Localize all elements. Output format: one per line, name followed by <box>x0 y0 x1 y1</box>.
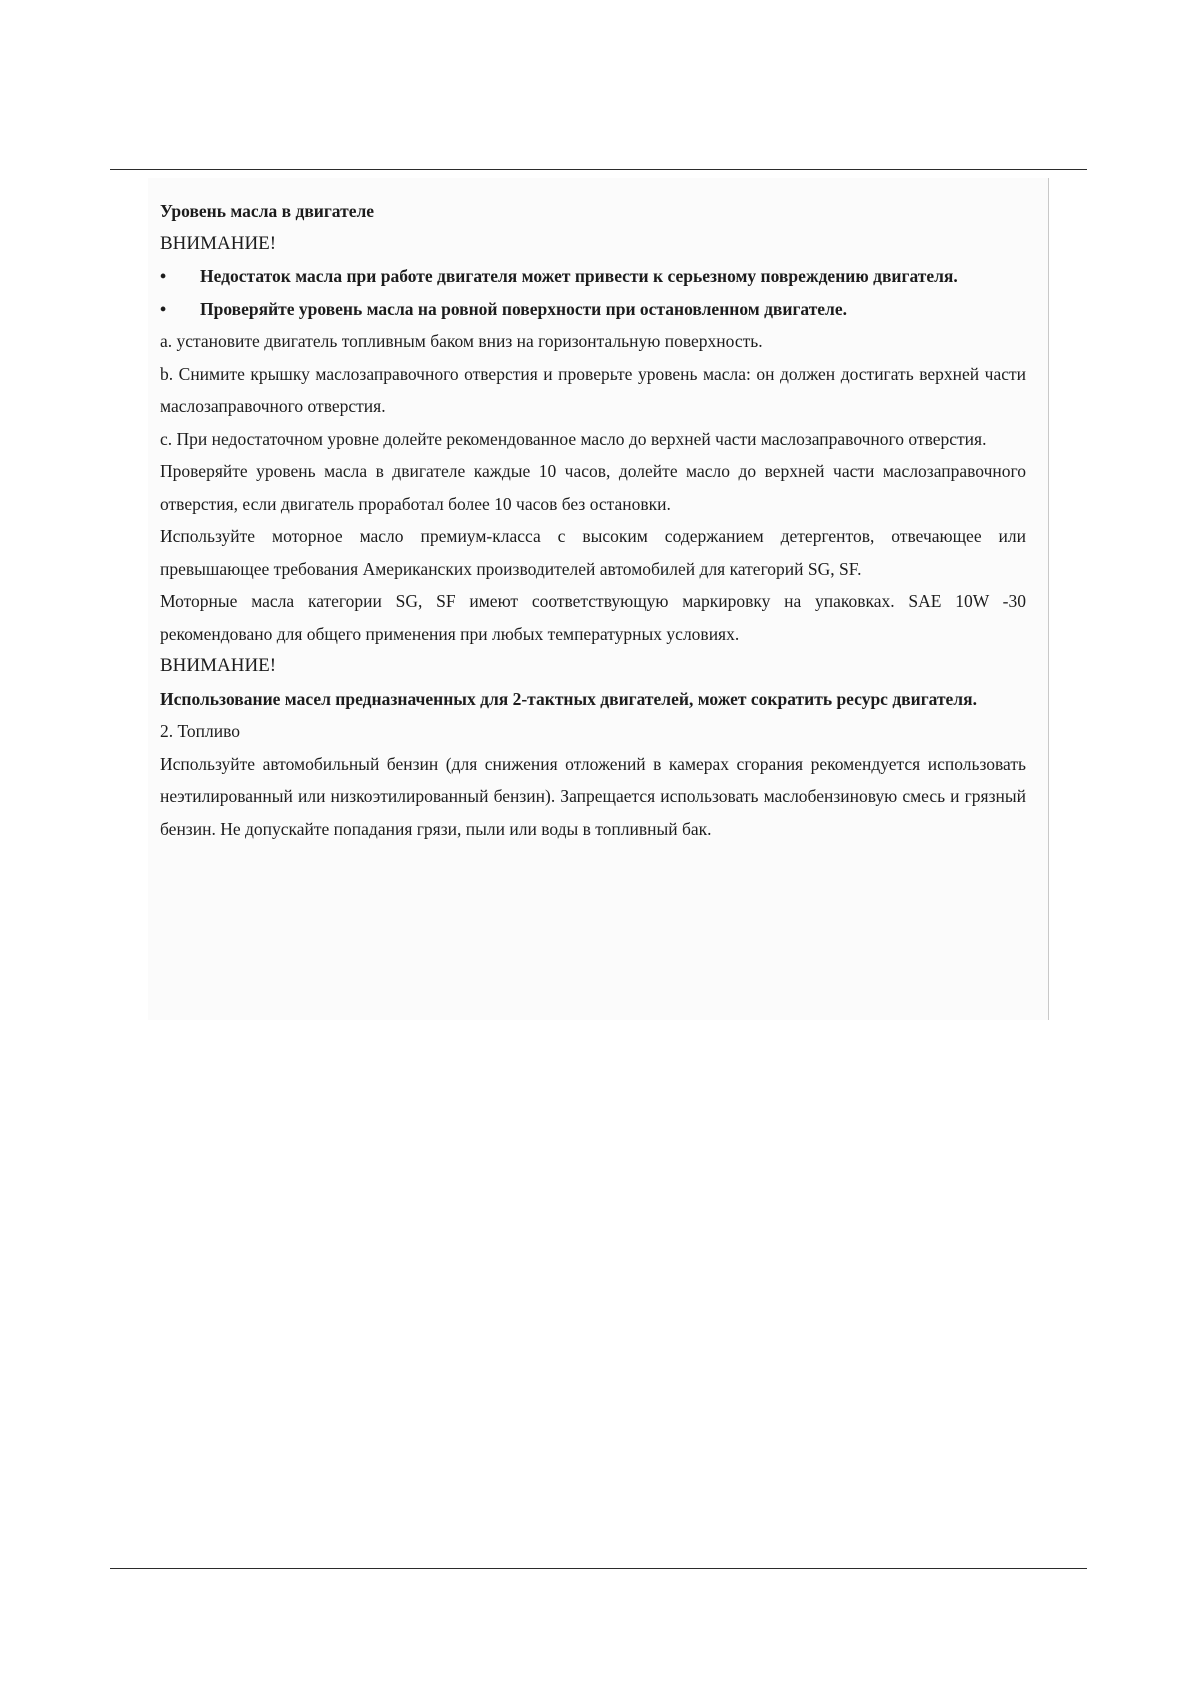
bullet-text: Недостаток масла при работе двигателя может привести к серьезному повреждению двигателя. <box>200 266 958 286</box>
section-heading: Уровень масла в двигателе <box>160 201 375 221</box>
step-c: c. При недостаточном уровне долейте рекомендованное масло до верхней части маслозаправочного отверстия. <box>160 428 987 449</box>
paragraph-fuel: Используйте автомобильный бензин (для снижения отложений в камерах сгорания рекомендуется использовать неэтилированный или низкоэтилированный бензин). Запрещается использовать маслобензиновую смесь и грязный бензин. Не допускайте попадания грязи, пыли или воды в топливный бак. <box>160 753 1026 839</box>
warning-bullet-2 <box>160 293 1026 326</box>
document-content <box>148 178 1049 1020</box>
paragraph-oil-marking: Моторные масла категории SG, SF имеют соответствующую маркировку на упаковках. SAE 10W -30 рекомендовано для общего применения при любых температурных условиях. <box>160 591 1026 644</box>
warning-title-2: ВНИМАНИЕ! <box>160 655 277 676</box>
warning-text-2: Использование масел предназначенных для 2-тактных двигателей, может сократить ресурс двигателя. <box>160 688 977 709</box>
footer-divider <box>110 1568 1087 1569</box>
warning-title: ВНИМАНИЕ! <box>160 232 277 254</box>
bullet-marker: • <box>160 266 167 286</box>
header-divider <box>110 169 1087 170</box>
paragraph-oil-type: Используйте моторное масло премиум-класса с высоким содержанием детергентов, отвечающее или превышающее требования Американских производителей автомобилей для категорий SG, SF. <box>160 526 1026 579</box>
text-block <box>160 195 1026 845</box>
paragraph-check-interval: Проверяйте уровень масла в двигателе каждые 10 часов, долейте масло до верхней части маслозаправочного отверстия, если двигатель проработал более 10 часов без остановки. <box>160 461 1026 514</box>
section-2-title: 2. Топливо <box>160 721 240 741</box>
warning-bullet-1 <box>160 260 1026 293</box>
step-a: a. установите двигатель топливным баком вниз на горизонтальную поверхность. <box>160 331 763 351</box>
bullet-marker: • <box>160 298 167 319</box>
bullet-text: Проверяйте уровень масла на ровной поверхности при остановленном двигателе. <box>200 298 848 319</box>
step-b: b. Снимите крышку маслозаправочного отверстия и проверьте уровень масла: он должен достигать верхней части маслозаправочного отверстия. <box>160 363 1026 416</box>
